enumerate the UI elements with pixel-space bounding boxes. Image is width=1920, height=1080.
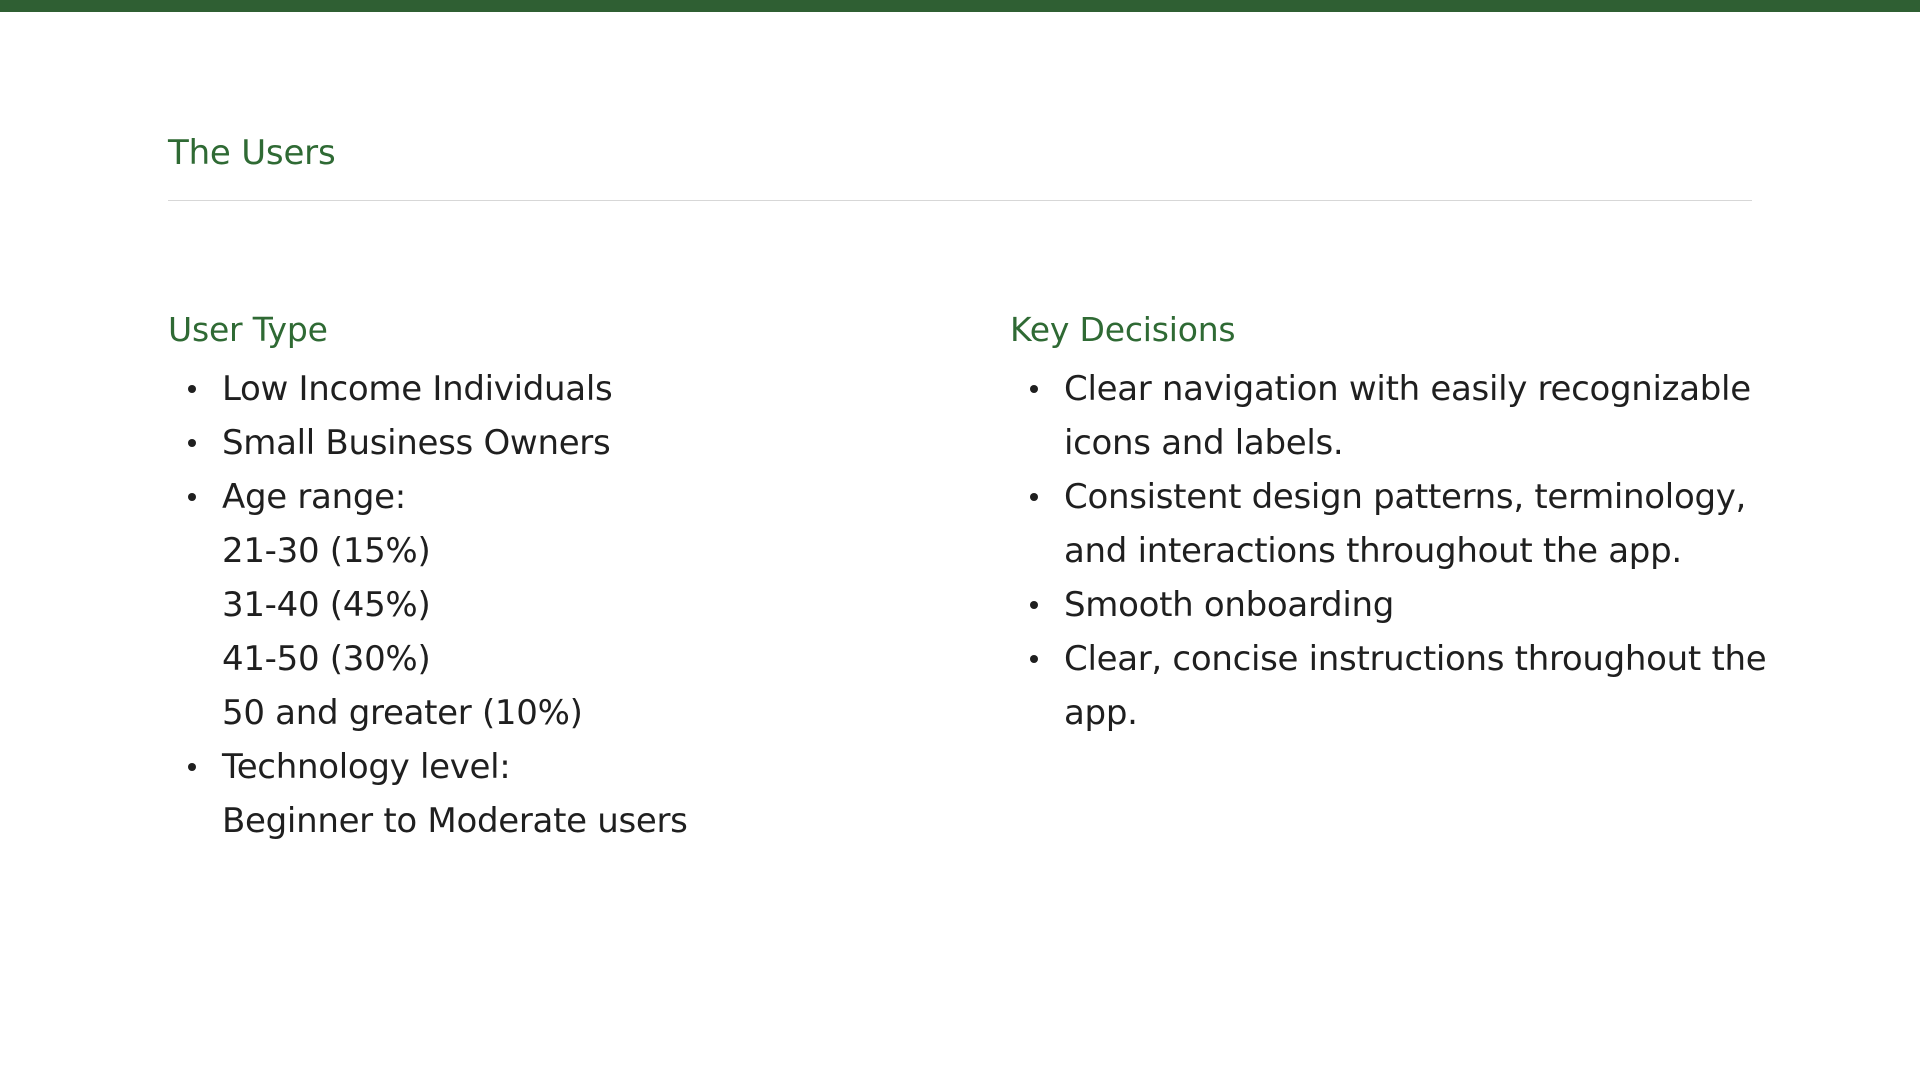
title-divider (168, 200, 1752, 201)
age-range-31-40: 31-40 (45%) (222, 585, 431, 625)
bullet-icon (1030, 493, 1038, 501)
bullet-icon (188, 763, 196, 771)
list-item (168, 362, 928, 416)
list-item (1010, 578, 1770, 632)
user-type-column (168, 306, 928, 848)
list-item (1010, 362, 1770, 470)
list-item (168, 416, 928, 470)
list-item (1010, 632, 1770, 740)
technology-level-item (168, 740, 928, 848)
list-item-text-line-2: and interactions throughout the app. (1064, 531, 1682, 571)
list-item-text-line-2: app. (1064, 693, 1138, 733)
technology-level-label: Technology level: (222, 747, 511, 787)
list-item-text-line-1: Clear, concise instructions throughout the (1064, 639, 1767, 679)
list-item-text-line-1: Consistent design patterns, terminology, (1064, 477, 1747, 517)
list-item-text: Low Income Individuals (222, 369, 613, 409)
list-item-text-line-2: icons and labels. (1064, 423, 1344, 463)
age-range-item (168, 470, 928, 740)
list-item-text: Small Business Owners (222, 423, 611, 463)
bullet-icon (188, 385, 196, 393)
bullet-icon (188, 439, 196, 447)
key-decisions-heading: Key Decisions (1010, 310, 1236, 349)
user-type-heading: User Type (168, 310, 328, 349)
bullet-icon (1030, 385, 1038, 393)
list-item-text-line-1: Smooth onboarding (1064, 585, 1395, 625)
key-decisions-list (1010, 362, 1770, 740)
age-range-label: Age range: (222, 477, 406, 517)
bullet-icon (1030, 601, 1038, 609)
technology-level-detail: Beginner to Moderate users (222, 801, 688, 841)
key-decisions-column (1010, 306, 1770, 740)
age-range-41-50: 41-50 (30%) (222, 639, 431, 679)
age-range-21-30: 21-30 (15%) (222, 531, 431, 571)
top-accent-bar (0, 0, 1920, 12)
page-title: The Users (168, 133, 336, 173)
user-type-list (168, 362, 928, 848)
bullet-icon (1030, 655, 1038, 663)
list-item (1010, 470, 1770, 578)
bullet-icon (188, 493, 196, 501)
list-item-text-line-1: Clear navigation with easily recognizable (1064, 369, 1751, 409)
age-range-50-plus: 50 and greater (10%) (222, 693, 583, 733)
